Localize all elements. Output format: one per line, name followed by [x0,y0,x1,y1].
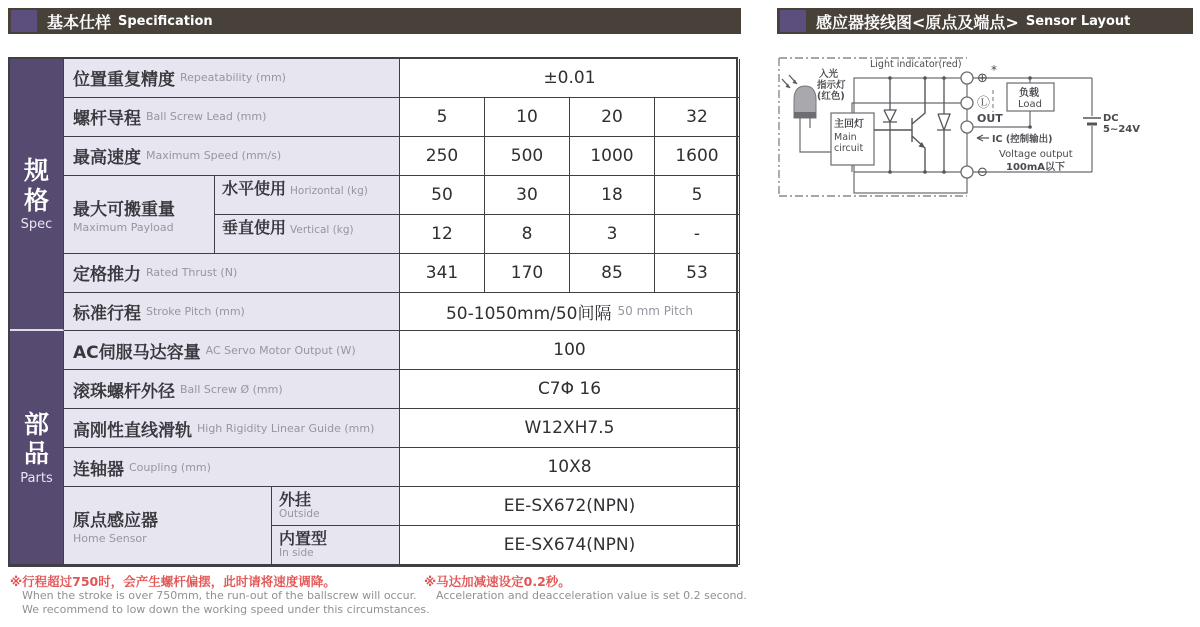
footnote-right-en: Acceleration and deacceleration value is set 0.2 second. [436,589,747,602]
light-arrowheads [786,80,798,89]
sensor-header-title-cn: 感应器接线图<原点及端点> [816,12,1019,32]
parts-label-en: Parts [20,470,53,486]
row-label-rated-thrust: 定格推力 Rated Thrust (N) [64,254,400,293]
terminal-minus [961,166,973,178]
row-label-ball-screw-lead: 螺杆导程 Ball Screw Lead (mm) [64,98,400,137]
spec-char-1: 规 [23,156,49,186]
spec-header-title-en: Specification [118,13,213,29]
value-stroke: 50-1050mm/50间隔 50 mm Pitch [400,293,740,332]
row-label-coupling: 连轴器 Coupling (mm) [64,448,400,487]
row-label-max-payload: 最大可搬重量 Maximum Payload [64,176,215,254]
section-label-parts [10,331,64,565]
value-screw: C7Φ 16 [400,370,740,409]
value-lead-2: 10 [485,98,570,137]
value-inside-sensor: EE-SX674(NPN) [400,526,740,565]
load-label-en: Load [1018,99,1042,110]
light-indicator-label: Light indicator(red) [870,59,962,70]
value-speed-3: 1000 [570,137,655,176]
value-lead-3: 20 [570,98,655,137]
sub-label-horizontal: 水平使用 Horizontal (kg) [215,176,400,215]
sensor-header-bar [777,8,1193,34]
spec-label-en: Spec [20,217,53,233]
led-leads [800,118,831,152]
footnote-left-cn: ※行程超过750时，会产生螺杆偏摆，此时请将速度调降。 [10,574,336,589]
value-outside-sensor: EE-SX672(NPN) [400,487,740,526]
junction-dot [1028,125,1032,129]
terminal-out [961,121,973,133]
parts-char-2: 品 [23,439,49,469]
value-horizontal-1: 50 [400,176,485,215]
value-thrust-3: 85 [570,254,655,293]
junction-dot [888,76,892,80]
junction-dot [1028,76,1032,80]
accent-square [780,10,806,32]
led-label-line1: 入光 [819,69,839,80]
zener-diode-left [883,78,897,172]
value-horizontal-3: 18 [570,176,655,215]
sub-label-vertical: 垂直使用 Vertical (kg) [215,215,400,254]
footnote-right-cn: ※马达加减速设定0.2秒。 [424,574,571,589]
sensor-wiring-diagram [777,52,1197,202]
section-label-spec [10,59,64,331]
plus-symbol: ⊕ [977,71,988,86]
value-vertical-4: - [655,215,740,254]
junction-dot [888,170,892,174]
value-thrust-2: 170 [485,254,570,293]
value-speed-2: 500 [485,137,570,176]
led-label-line2: 指示灯 [817,80,846,91]
sub-label-outside: 外挂 Outside [272,487,400,526]
value-lead-1: 5 [400,98,485,137]
dc-label: DC [1103,113,1119,124]
current-limit-label: 100mA以下 [1006,162,1066,173]
row-label-ball-screw-diameter: 滚珠螺杆外径 Ball Screw Ø (mm) [64,370,400,409]
row-label-stroke-pitch: 标准行程 Stroke Pitch (mm) [64,293,400,332]
value-vertical-2: 8 [485,215,570,254]
value-thrust-4: 53 [655,254,740,293]
plus-asterisk: * [991,63,997,77]
value-repeatability: ±0.01 [400,59,740,98]
main-circuit-en2: circuit [834,143,864,154]
row-label-linear-guide: 高刚性直线滑轨 High Rigidity Linear Guide (mm) [64,409,400,448]
parts-char-1: 部 [23,409,49,439]
value-coupling: 10X8 [400,448,740,487]
ic-label: IC (控制输出) [992,134,1053,145]
out-label: OUT [977,112,1003,125]
value-thrust-1: 341 [400,254,485,293]
led-band [794,112,816,118]
load-label-cn: 负载 [1019,88,1039,99]
value-servo: 100 [400,331,740,370]
junction-dot [923,76,927,80]
spec-header-bar [8,8,741,34]
value-horizontal-2: 30 [485,176,570,215]
circuit-svg [777,52,1197,202]
value-lead-4: 32 [655,98,740,137]
terminal-l [961,97,973,109]
footnote-acceleration [424,574,747,603]
value-vertical-1: 12 [400,215,485,254]
spec-char-2: 格 [23,185,49,215]
row-label-home-sensor: 原点感应器 Home Sensor [64,487,272,565]
main-circuit-cn: 主回灯 [834,119,864,130]
ic-arrow-icon [977,135,989,141]
junction-dot [942,76,946,80]
terminal-plus [961,72,973,84]
minus-symbol: ⊖ [977,165,988,180]
junction-dot [923,170,927,174]
value-guide: W12XH7.5 [400,409,740,448]
junction-dot [942,170,946,174]
led-label-line3: (红色) [817,91,845,102]
dc-voltage-label: 5~24V [1103,124,1140,135]
value-speed-4: 1600 [655,137,740,176]
row-label-max-speed: 最高速度 Maximum Speed (mm/s) [64,137,400,176]
main-circuit-en1: Main [834,132,857,143]
spec-header-title-cn: 基本仕样 [47,12,112,32]
footnote-left-en2: We recommend to low down the working speed under this circumstances. [22,602,430,616]
footnote-left-en1: When the stroke is over 750mm, the run-out of the ballscrew will occur. [22,589,417,602]
accent-square [11,10,37,32]
row-label-servo-output: AC伺服马达容量 AC Servo Motor Output (W) [64,331,400,370]
value-speed-1: 250 [400,137,485,176]
zener-diode-right [937,78,951,172]
voltage-output-label: Voltage output [999,149,1073,160]
l-symbol: Ⓛ [977,96,991,111]
footnote-stroke-warning [10,574,430,616]
value-vertical-3: 3 [570,215,655,254]
spec-table [8,57,738,567]
transistor-icon [874,78,925,172]
sensor-header-title-en: Sensor Layout [1025,13,1131,29]
sub-label-inside: 内置型 In side [272,526,400,565]
row-label-repeatability: 位置重复精度 Repeatability (mm) [64,59,400,98]
value-horizontal-4: 5 [655,176,740,215]
